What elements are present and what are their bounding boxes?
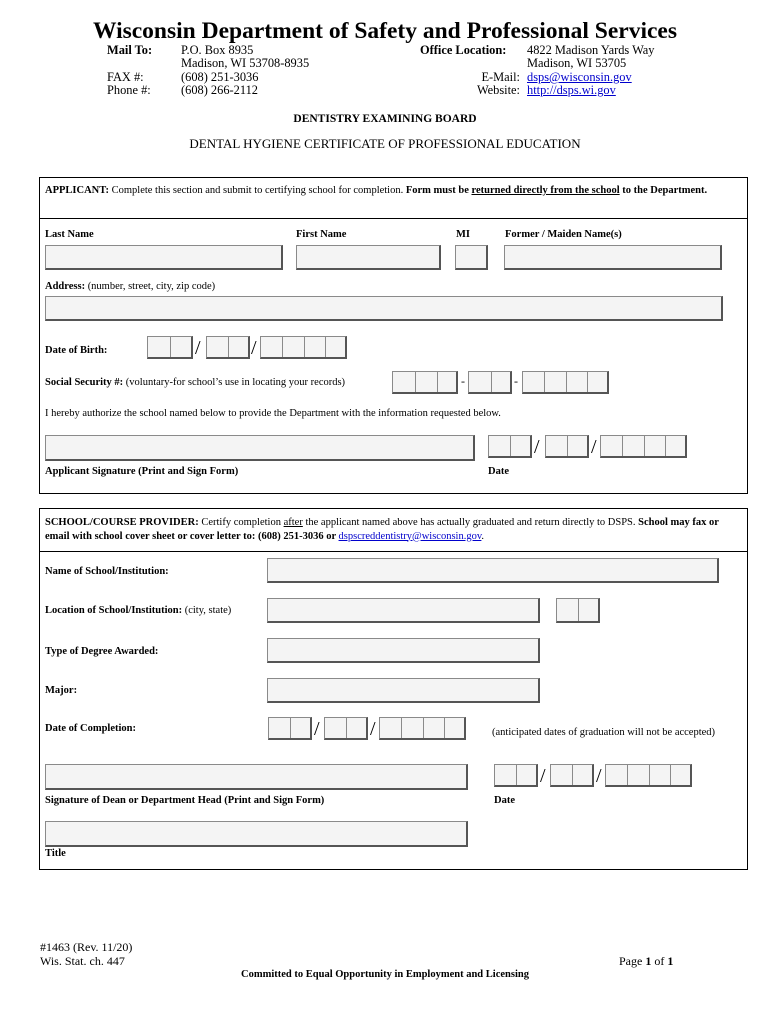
school-instructions <box>45 516 735 543</box>
page-word: Page <box>619 954 646 968</box>
ssn-part3-field[interactable] <box>522 371 609 394</box>
website-link[interactable]: http://dsps.wi.gov <box>527 83 616 97</box>
degree-label: Type of Degree Awarded: <box>45 646 159 657</box>
applicant-intro-heading: APPLICANT: <box>45 185 109 196</box>
dean-date-month-field[interactable] <box>494 764 538 787</box>
page-indicator <box>619 954 673 968</box>
applicant-instructions <box>45 184 740 198</box>
email-link[interactable]: dsps@wisconsin.gov <box>527 70 632 84</box>
dob-day-field[interactable] <box>206 336 250 359</box>
applicant-intro-bold: Form must be <box>405 185 472 196</box>
first-name-field[interactable] <box>296 245 441 270</box>
completion-date-label: Date of Completion: <box>45 723 136 734</box>
phone-number: (608) 266-2112 <box>181 83 258 97</box>
ssn-part1-field[interactable] <box>392 371 458 394</box>
mi-label: MI <box>456 229 470 240</box>
school-city-field[interactable] <box>267 598 540 623</box>
applicant-divider <box>39 218 748 219</box>
mail-label: Mail To: <box>107 43 153 57</box>
completion-slash-1: / <box>314 718 320 740</box>
applicant-signature-field[interactable] <box>45 435 475 461</box>
completion-slash-2: / <box>370 718 376 740</box>
address-hint: (number, street, city, zip code) <box>85 281 216 292</box>
applicant-intro-end: to the Department. <box>619 185 708 196</box>
school-intro-bold: School may fax or email with school cover sheet or cover letter to: (608) 251-3036 or <box>45 517 719 542</box>
signature-date-month-field[interactable] <box>488 435 532 458</box>
school-location-label-row <box>45 605 231 616</box>
school-name-label: Name of School/Institution: <box>45 566 169 577</box>
website-label: Website: <box>476 83 520 97</box>
ssn-label-row <box>45 377 345 388</box>
authorize-text: I hereby authorize the school named below to provide the Department with the information requested below. <box>45 408 501 419</box>
ssn-dash-2: - <box>514 374 518 388</box>
dob-slash-1: / <box>195 337 201 359</box>
dob-label: Date of Birth: <box>45 345 108 356</box>
former-name-field[interactable] <box>504 245 722 270</box>
office-line1: 4822 Madison Yards Way <box>527 43 655 57</box>
applicant-date-label: Date <box>488 466 509 477</box>
school-location-label: Location of School/Institution: <box>45 605 183 616</box>
mail-line2: Madison, WI 53708-8935 <box>181 56 310 70</box>
office-label: Office Location: <box>420 43 507 57</box>
dob-year-field[interactable] <box>260 336 347 359</box>
ssn-hint: (voluntary-for school’s use in locating your records) <box>123 377 346 388</box>
agency-title: Wisconsin Department of Safety and Professional Services <box>93 18 677 44</box>
phone-label: Phone #: <box>107 83 151 97</box>
applicant-intro-text: Complete this section and submit to certifying school for completion. <box>108 185 406 196</box>
email-label: E-Mail: <box>481 70 520 84</box>
address-label: Address: <box>45 281 86 292</box>
dean-signature-field[interactable] <box>45 764 468 790</box>
applicant-signature-label: Applicant Signature (Print and Sign Form) <box>45 466 239 477</box>
major-field[interactable] <box>267 678 540 703</box>
dean-date-day-field[interactable] <box>550 764 594 787</box>
address-label-row <box>45 281 215 292</box>
school-intro-heading: SCHOOL/COURSE PROVIDER: <box>45 517 199 528</box>
applicant-intro-underline: returned directly from the school <box>471 185 620 196</box>
dean-date-slash-1: / <box>540 765 546 787</box>
dean-date-label: Date <box>494 795 515 806</box>
signature-date-slash-1: / <box>534 436 540 458</box>
office-line2: Madison, WI 53705 <box>527 56 627 70</box>
ssn-dash-1: - <box>461 374 465 388</box>
first-name-label: First Name <box>296 229 347 240</box>
former-name-label: Former / Maiden Name(s) <box>505 229 622 240</box>
school-intro-underline: after <box>283 517 303 528</box>
title-field[interactable] <box>45 821 468 847</box>
school-intro-text1: Certify completion <box>198 517 284 528</box>
fax-number: (608) 251-3036 <box>181 70 259 84</box>
dob-month-field[interactable] <box>147 336 193 359</box>
form-number: #1463 (Rev. 11/20) <box>40 940 133 954</box>
statute-reference: Wis. Stat. ch. 447 <box>40 954 125 968</box>
school-intro-end: . <box>481 530 485 542</box>
signature-date-day-field[interactable] <box>545 435 589 458</box>
ssn-label: Social Security #: <box>45 377 124 388</box>
title-label: Title <box>45 848 66 859</box>
last-name-field[interactable] <box>45 245 283 270</box>
completion-month-field[interactable] <box>268 717 312 740</box>
dob-slash-2: / <box>251 337 257 359</box>
page-of: of <box>651 954 668 968</box>
equal-opportunity: Committed to Equal Opportunity in Employment and Licensing <box>241 969 529 980</box>
completion-note: (anticipated dates of graduation will not be accepted) <box>492 727 716 738</box>
form-title: DENTAL HYGIENE CERTIFICATE OF PROFESSIONAL EDUCATION <box>189 136 581 151</box>
page-total: 1 <box>667 954 674 968</box>
completion-day-field[interactable] <box>324 717 368 740</box>
mail-line1: P.O. Box 8935 <box>181 43 254 57</box>
mi-field[interactable] <box>455 245 488 270</box>
school-divider <box>39 551 748 552</box>
dean-signature-label: Signature of Dean or Department Head (Print and Sign Form) <box>45 795 325 806</box>
last-name-label: Last Name <box>45 229 94 240</box>
dean-date-year-field[interactable] <box>605 764 692 787</box>
signature-date-year-field[interactable] <box>600 435 687 458</box>
ssn-part2-field[interactable] <box>468 371 512 394</box>
address-field[interactable] <box>45 296 723 321</box>
fax-label: FAX #: <box>107 70 144 84</box>
school-state-field[interactable] <box>556 598 600 623</box>
signature-date-slash-2: / <box>591 436 597 458</box>
page-number: 1 <box>645 954 652 968</box>
board-name: DENTISTRY EXAMINING BOARD <box>293 113 477 125</box>
school-intro-text2: the applicant named above has actually graduated and return directly to DSPS. <box>302 517 639 528</box>
degree-field[interactable] <box>267 638 540 663</box>
dean-date-slash-2: / <box>596 765 602 787</box>
major-label: Major: <box>45 685 78 696</box>
completion-year-field[interactable] <box>379 717 466 740</box>
school-location-hint: (city, state) <box>182 605 232 616</box>
school-email-link[interactable]: dspscreddentistry@wisconsin.gov <box>338 530 482 542</box>
school-name-field[interactable] <box>267 558 719 583</box>
